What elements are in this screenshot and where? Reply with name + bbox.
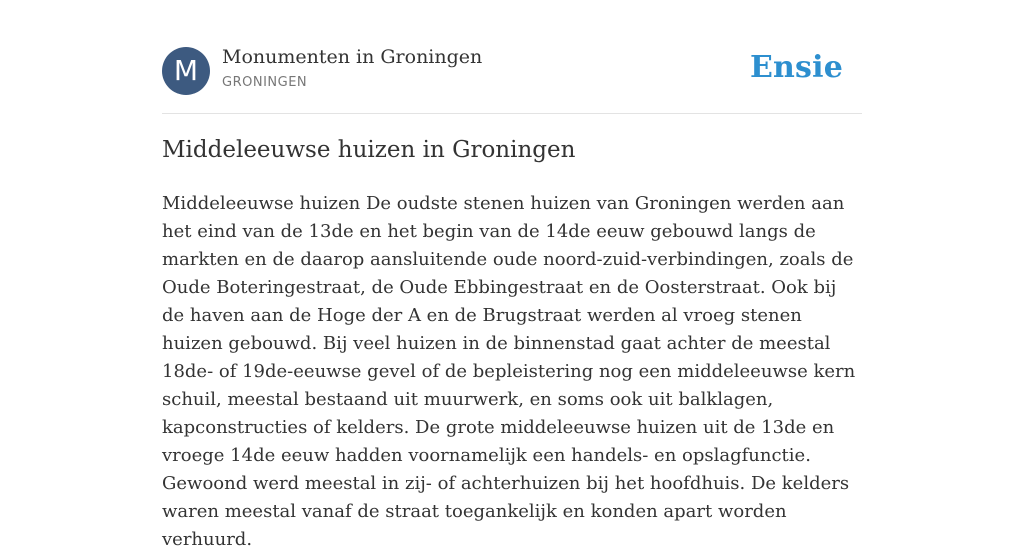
avatar[interactable]: M xyxy=(162,47,210,95)
page xyxy=(162,0,862,550)
site-title[interactable]: Monumenten in Groningen xyxy=(222,46,483,68)
article-body: Middeleeuwse huizen De oudste stenen huizen van Groningen werden aan het eind van de 13de en het begin van de 14de eeuw gebouwd langs de markten en de daarop aansluitende oude noord-zuid-verbindingen, zoals de Oude Boteringestraat, de Oude Ebbingestraat en de Oosterstraat. Ook bij de haven aan de Hoge der A en de Brugstraat werden al vroeg stenen huizen gebouwd. Bij veel huizen in de binnenstad gaat achter de meestal 18de- of 19de-eeuwse gevel of de bepleistering nog een middeleeuwse kern schuil, meestal bestaand uit muurwerk, en soms ook uit balklagen, kapconstructies of kelders. De grote middeleeuwse huizen uit de 13de en vroege 14de eeuw hadden voornamelijk een handels- en opslagfunctie. Gewoond werd meestal in zij- of achterhuizen bij het hoofdhuis. De kelders waren meestal vanaf de straat toegankelijk en konden apart worden verhuurd. xyxy=(162,193,856,550)
site-header xyxy=(162,0,862,114)
brand-logo[interactable]: Ensie xyxy=(749,50,843,85)
article-title: Middeleeuwse huizen in Groningen xyxy=(162,137,576,163)
site-subtitle[interactable]: GRONINGEN xyxy=(222,75,308,90)
